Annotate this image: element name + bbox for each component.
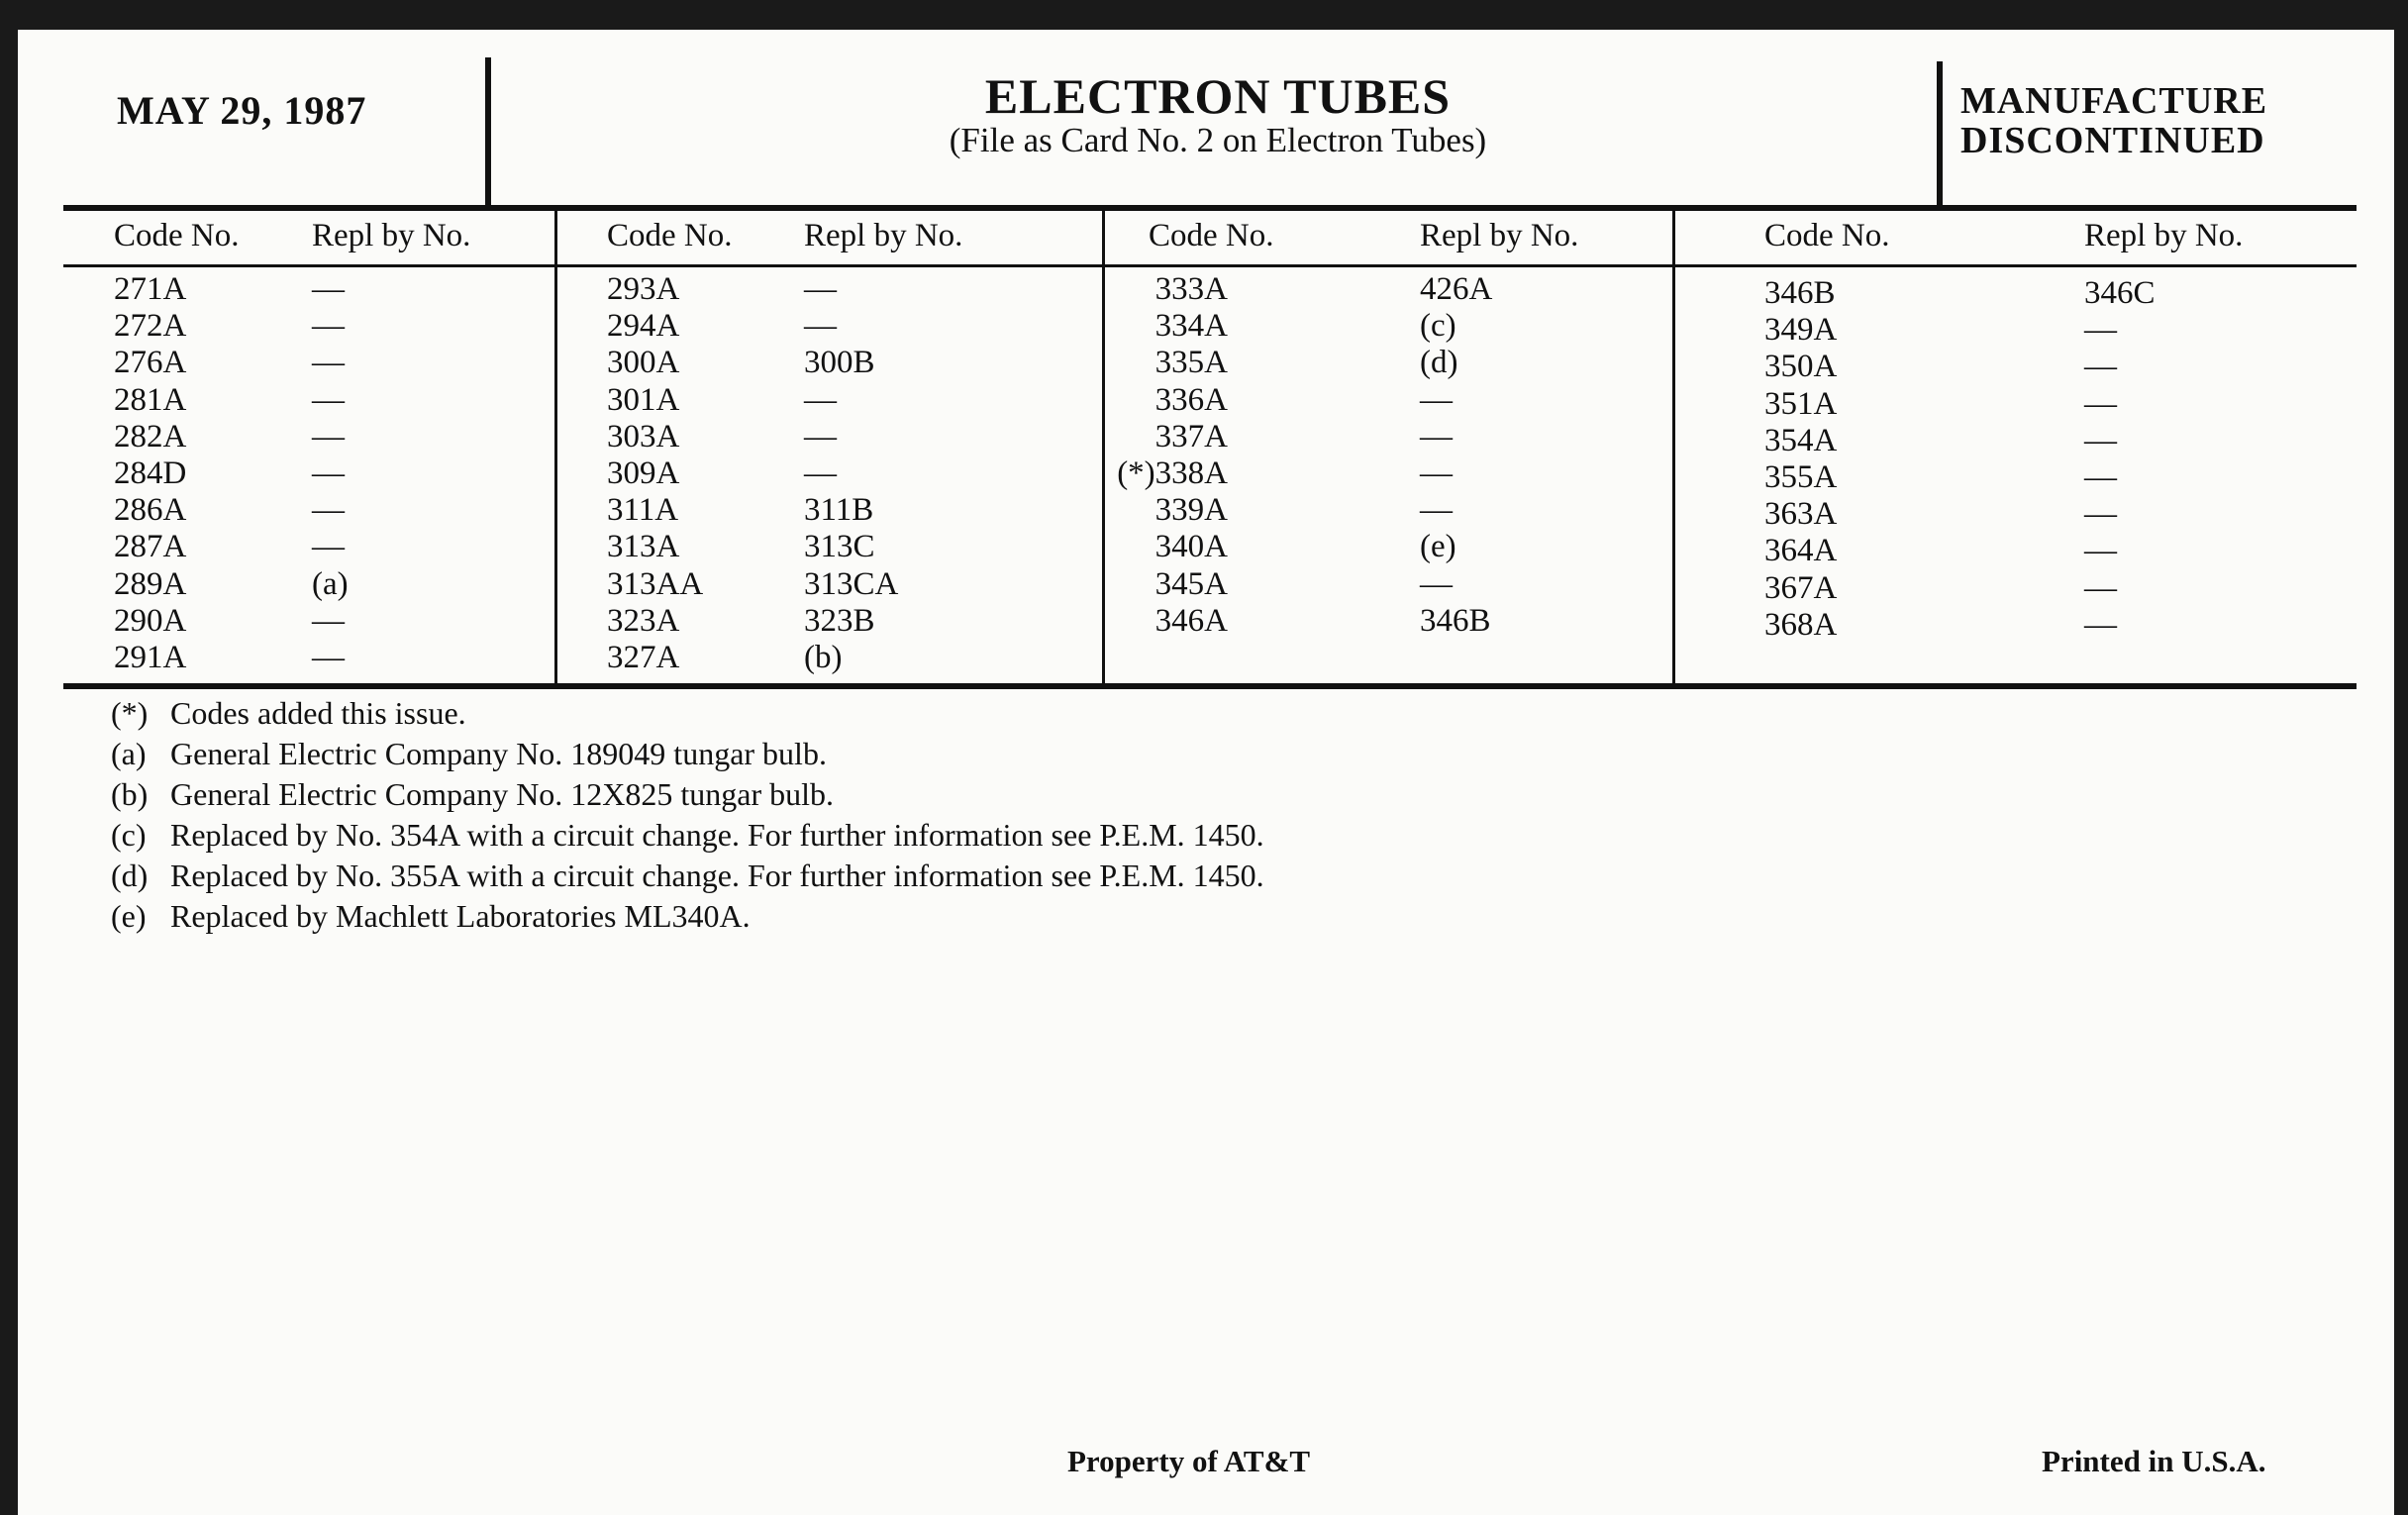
- repl-cell: —: [312, 345, 345, 381]
- repl-cell: —: [2084, 606, 2117, 643]
- col3-codes: [1109, 271, 1228, 640]
- col1-codes: [114, 271, 186, 676]
- status-line-2: DISCONTINUED: [1960, 120, 2265, 161]
- code-cell: 293A: [607, 271, 680, 307]
- footnote-text: General Electric Company No. 189049 tungar bulb.: [170, 736, 827, 771]
- repl-cell: 346B: [1420, 602, 1491, 639]
- repl-cell: —: [804, 271, 837, 307]
- col1-code-header: Code No.: [114, 218, 240, 253]
- footnote-mark: (*): [111, 695, 149, 731]
- code-cell: 301A: [607, 381, 680, 418]
- footnote: [111, 856, 1264, 896]
- status-label: [1960, 81, 2267, 160]
- repl-cell: 300B: [804, 345, 875, 381]
- repl-cell: —: [312, 640, 345, 676]
- code-cell: 286A: [114, 492, 187, 529]
- repl-cell: —: [2084, 533, 2117, 569]
- header-divider-right: [1937, 61, 1943, 208]
- col3-repl-header: Repl by No.: [1420, 218, 1579, 253]
- repl-cell: 313C: [804, 529, 875, 565]
- code-cell: 300A: [607, 345, 680, 381]
- code-cell: (*)338A: [1117, 455, 1228, 492]
- code-cell: 327A: [607, 640, 680, 676]
- code-cell: 323A: [607, 602, 680, 639]
- table-top-rule: [63, 205, 2357, 211]
- code-cell: 334A: [1154, 308, 1228, 345]
- header-divider-left: [485, 57, 491, 206]
- code-cell: 340A: [1154, 529, 1228, 565]
- code-cell: 291A: [114, 640, 187, 676]
- repl-cell: —: [2084, 496, 2117, 533]
- repl-cell: 346C: [2084, 275, 2156, 311]
- repl-cell: (d): [1420, 345, 1458, 381]
- column-divider-1: [554, 210, 557, 685]
- repl-cell: —: [1420, 418, 1453, 454]
- footnotes: [111, 693, 1264, 937]
- code-cell: 271A: [114, 271, 187, 307]
- repl-cell: —: [1420, 455, 1453, 492]
- footnote: [111, 815, 1264, 856]
- column-divider-3: [1672, 210, 1675, 685]
- code-cell: 346B: [1764, 275, 1836, 311]
- footnote: [111, 896, 1264, 937]
- repl-cell: —: [2084, 312, 2117, 349]
- printed-notice: Printed in U.S.A.: [2042, 1444, 2266, 1478]
- col4-repls: [2084, 275, 2156, 644]
- repl-cell: (c): [1420, 308, 1456, 345]
- footnote-text: General Electric Company No. 12X825 tungar bulb.: [170, 776, 835, 812]
- repl-cell: —: [2084, 569, 2117, 606]
- repl-cell: —: [312, 455, 345, 492]
- repl-cell: —: [2084, 459, 2117, 496]
- code-cell: 337A: [1154, 418, 1228, 454]
- code-cell: 311A: [607, 492, 679, 529]
- footnote-text: Replaced by No. 355A with a circuit change. For further information see P.E.M. 1450.: [170, 858, 1264, 893]
- table-bottom-rule: [63, 683, 2357, 689]
- repl-cell: —: [312, 308, 345, 345]
- code-cell: 303A: [607, 418, 680, 454]
- footnote-text: Replaced by No. 354A with a circuit change. For further information see P.E.M. 1450.: [170, 817, 1264, 853]
- repl-cell: —: [2084, 349, 2117, 385]
- footnote-text: Codes added this issue.: [170, 695, 466, 731]
- repl-cell: (a): [312, 565, 349, 602]
- code-cell: 276A: [114, 345, 187, 381]
- col4-codes: [1764, 275, 1837, 644]
- footnote-mark: (a): [111, 736, 147, 771]
- repl-cell: —: [1420, 381, 1453, 418]
- repl-cell: 323B: [804, 602, 875, 639]
- repl-cell: —: [804, 381, 837, 418]
- col1-repl-header: Repl by No.: [312, 218, 471, 253]
- col4-code-header: Code No.: [1764, 218, 1890, 253]
- repl-cell: —: [804, 418, 837, 454]
- code-cell: 336A: [1154, 381, 1228, 418]
- code-cell: 281A: [114, 381, 187, 418]
- col2-repls: [804, 271, 898, 676]
- col1-repls: [312, 271, 349, 676]
- col2-repl-header: Repl by No.: [804, 218, 963, 253]
- repl-cell: 426A: [1420, 271, 1493, 307]
- repl-cell: —: [804, 308, 837, 345]
- issue-date: MAY 29, 1987: [117, 88, 367, 133]
- code-cell: 290A: [114, 602, 187, 639]
- repl-cell: (e): [1420, 529, 1456, 565]
- code-cell: 351A: [1764, 385, 1838, 422]
- status-line-1: MANUFACTURE: [1960, 80, 2268, 122]
- repl-cell: —: [312, 492, 345, 529]
- code-cell: 282A: [114, 418, 187, 454]
- code-cell: 345A: [1154, 565, 1228, 602]
- col4-repl-header: Repl by No.: [2084, 218, 2244, 253]
- footnote-mark: (e): [111, 898, 147, 934]
- footnote: [111, 734, 1264, 774]
- page-title: ELECTRON TUBES: [984, 68, 1452, 124]
- footnote-mark: (c): [111, 817, 147, 853]
- col2-code-header: Code No.: [607, 218, 733, 253]
- code-cell: 287A: [114, 529, 187, 565]
- code-cell: 289A: [114, 565, 187, 602]
- code-cell: 349A: [1764, 312, 1838, 349]
- code-cell: 354A: [1764, 422, 1838, 458]
- col2-codes: [607, 271, 703, 676]
- repl-cell: —: [312, 602, 345, 639]
- code-cell: 350A: [1764, 349, 1838, 385]
- repl-cell: 313CA: [804, 565, 899, 602]
- code-cell: 364A: [1764, 533, 1838, 569]
- code-cell: 363A: [1764, 496, 1838, 533]
- footnote-text: Replaced by Machlett Laboratories ML340A.: [170, 898, 751, 934]
- footnote: [111, 774, 1264, 815]
- header-underline: [63, 264, 2357, 267]
- code-cell: 272A: [114, 308, 187, 345]
- repl-cell: —: [312, 271, 345, 307]
- footnote: [111, 693, 1264, 734]
- property-notice: Property of AT&T: [1067, 1444, 1311, 1478]
- code-cell: 367A: [1764, 569, 1838, 606]
- code-cell: 294A: [607, 308, 680, 345]
- code-cell: 284D: [114, 455, 187, 492]
- code-cell: 355A: [1764, 459, 1838, 496]
- code-cell: 313A: [607, 529, 680, 565]
- repl-cell: —: [1420, 565, 1453, 602]
- repl-cell: —: [804, 455, 837, 492]
- repl-cell: —: [312, 381, 345, 418]
- repl-cell: —: [1420, 492, 1453, 529]
- footnote-mark: (d): [111, 858, 149, 893]
- code-cell: 368A: [1764, 606, 1838, 643]
- code-cell: 333A: [1154, 271, 1228, 307]
- footnote-mark: (b): [111, 776, 149, 812]
- repl-cell: (b): [804, 640, 843, 676]
- repl-cell: 311B: [804, 492, 874, 529]
- col3-repls: [1420, 271, 1492, 640]
- repl-cell: —: [2084, 385, 2117, 422]
- code-cell: 309A: [607, 455, 680, 492]
- code-cell: 335A: [1154, 345, 1228, 381]
- col3-code-header: Code No.: [1149, 218, 1274, 253]
- column-divider-2: [1102, 210, 1105, 685]
- repl-cell: —: [2084, 422, 2117, 458]
- repl-cell: —: [312, 529, 345, 565]
- code-cell: 313AA: [607, 565, 704, 602]
- code-cell: 339A: [1154, 492, 1228, 529]
- code-cell: 346A: [1154, 602, 1228, 639]
- page-subtitle: (File as Card No. 2 on Electron Tubes): [949, 121, 1487, 159]
- repl-cell: —: [312, 418, 345, 454]
